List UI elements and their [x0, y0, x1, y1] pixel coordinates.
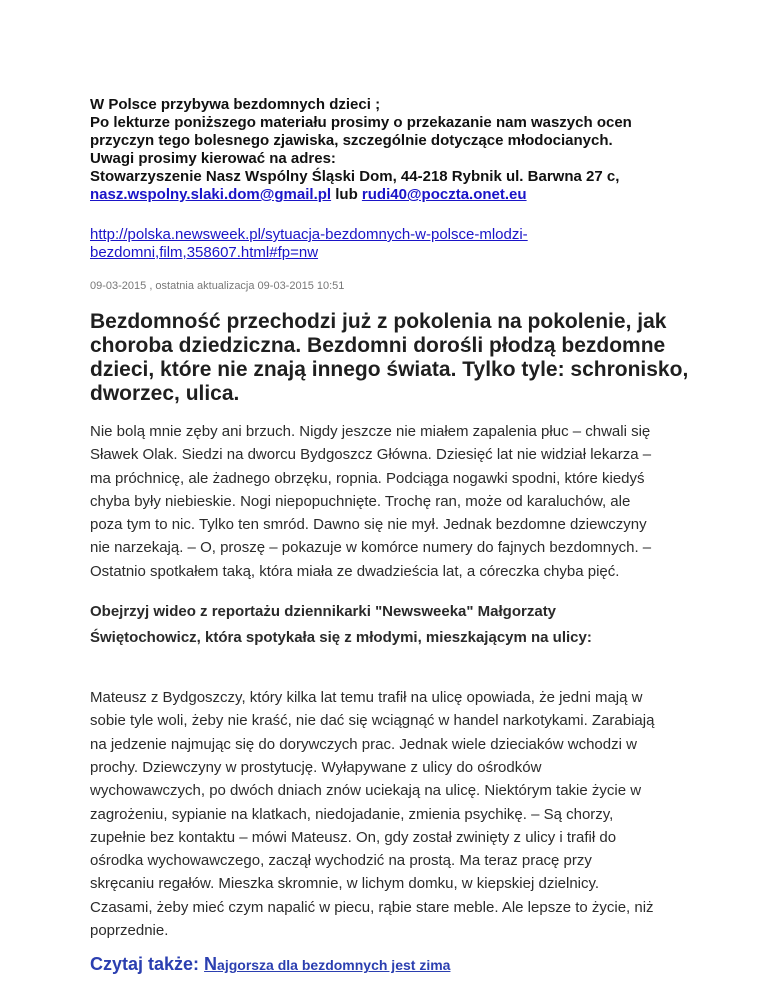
headline-line: dzieci, które nie znają innego świata. Tylko tyle: schronisko,	[90, 358, 689, 381]
video-note-line: Obejrzyj wideo z reportażu dziennikarki "Newsweeka" Małgorzaty	[90, 603, 557, 621]
video-note-line: Świętochowicz, która spotykała się z młodymi, mieszkającym na ulicy:	[90, 629, 592, 647]
article-url-line-1[interactable]: http://polska.newsweek.pl/sytuacja-bezdomnych-w-polsce-mlodzi-	[90, 226, 528, 243]
read-also-link-text: ajgorsza dla bezdomnych jest zima	[217, 957, 451, 974]
read-also-link-first-letter: N	[204, 954, 218, 975]
paragraph-line: na jedzenie najmując się do dorywczych prac. Jednak wiele dzieciaków wchodzi w	[90, 735, 637, 753]
paragraph-line: Mateusz z Bydgoszczy, który kilka lat temu trafił na ulicę opowiada, że jedni mają w	[90, 689, 643, 707]
paragraph-line: ma próchnicę, ale żadnego obrzęku, ropnia. Podciąga nogawki spodni, które kiedyś	[90, 469, 645, 487]
article-url-line-2[interactable]: bezdomni,film,358607.html#fp=nw	[90, 244, 319, 261]
dateline: 09-03-2015 , ostatnia aktualizacja 09-03-2015 10:51	[90, 280, 345, 292]
intro-line: przyczyn tego bolesnego zjawiska, szczególnie dotyczące młodocianych.	[90, 132, 613, 149]
read-also-prefix: Czytaj także:	[90, 954, 205, 975]
paragraph-line: zagrożeniu, sypianie na klatkach, niedojadanie, zmienia psychikę. – Są chorzy,	[90, 805, 614, 823]
intro-line: Uwagi prosimy kierować na adres:	[90, 150, 336, 167]
intro-block	[90, 96, 690, 204]
intro-line: W Polsce przybywa bezdomnych dzieci ;	[90, 96, 381, 113]
article-url-link[interactable]	[90, 226, 690, 262]
email-link-secondary[interactable]: rudi40@poczta.onet.eu	[361, 186, 527, 203]
contact-emails	[90, 186, 690, 204]
paragraph-line: poza tym to nic. Tylko ten smród. Dawno się nie mył. Jednak bezdomne dziewczyny	[90, 516, 647, 534]
paragraph-line: skręcaniu regałów. Mieszka skromnie, w lichym domku, w kiepskiej dzielnicy.	[90, 875, 600, 893]
paragraph-line: Sławek Olak. Siedzi na dworcu Bydgoszcz Główna. Dziesięć lat nie widział lekarza –	[90, 446, 652, 464]
paragraph-line: zupełnie bez kontaktu – mówi Mateusz. On, gdy został zwinięty z ulicy i trafił do	[90, 828, 617, 846]
paragraph-line: prochy. Dziewczyny w prostytucję. Wyłapywane z ulicy do ośrodków	[90, 758, 542, 776]
article-paragraph-2	[90, 686, 690, 942]
intro-line: Stowarzyszenie Nasz Wspólny Śląski Dom, 44-218 Rybnik ul. Barwna 27 c,	[90, 168, 620, 185]
paragraph-line: Czasami, żeby mieć czym napalić w piecu, rąbie stare meble. Ale lepsze to życie, niż	[90, 898, 654, 916]
paragraph-line: Ostatnio spotkałem taką, która miała ze dwadzieścia lat, a córeczka chyba pięć.	[90, 562, 620, 580]
article-paragraph-1	[90, 420, 690, 583]
paragraph-line: chyba były niebieskie. Nogi niepopuchnięte. Trochę ran, może od karaluchów, ale	[90, 492, 631, 510]
read-also	[90, 954, 690, 975]
article-headline	[90, 310, 690, 406]
email-link-primary[interactable]: nasz.wspolny.slaki.dom@gmail.pl	[90, 186, 332, 203]
paragraph-line: nie narzekają. – O, proszę – pokazuje w komórce numery do fajnych bezdomnych. –	[90, 539, 652, 557]
video-note	[90, 599, 690, 651]
paragraph-line: wychowawczych, po dwóch dniach znów uciekają na ulicę. Niektórym takie życie w	[90, 782, 642, 800]
paragraph-line: ośrodka wychowawczego, zaczął wychodzić na prostą. Ma teraz pracę przy	[90, 852, 592, 870]
headline-line: choroba dziedziczna. Bezdomni dorośli płodzą bezdomne	[90, 334, 666, 357]
headline-line: Bezdomność przechodzi już z pokolenia na pokolenie, jak	[90, 310, 667, 333]
intro-line: Po lekturze poniższego materiału prosimy o przekazanie nam waszych ocen	[90, 114, 632, 131]
paragraph-line: poprzednie.	[90, 922, 169, 940]
document-page	[90, 96, 690, 975]
read-also-link[interactable]	[204, 954, 451, 975]
paragraph-line: sobie tyle woli, żeby nie kraść, nie dać się wciągnąć w handel narkotykami. Zarabiają	[90, 712, 655, 730]
headline-line: dworzec, ulica.	[90, 382, 240, 405]
email-separator: lub	[331, 186, 362, 203]
paragraph-line: Nie bolą mnie zęby ani brzuch. Nigdy jeszcze nie miałem zapalenia płuc – chwali się	[90, 423, 651, 440]
